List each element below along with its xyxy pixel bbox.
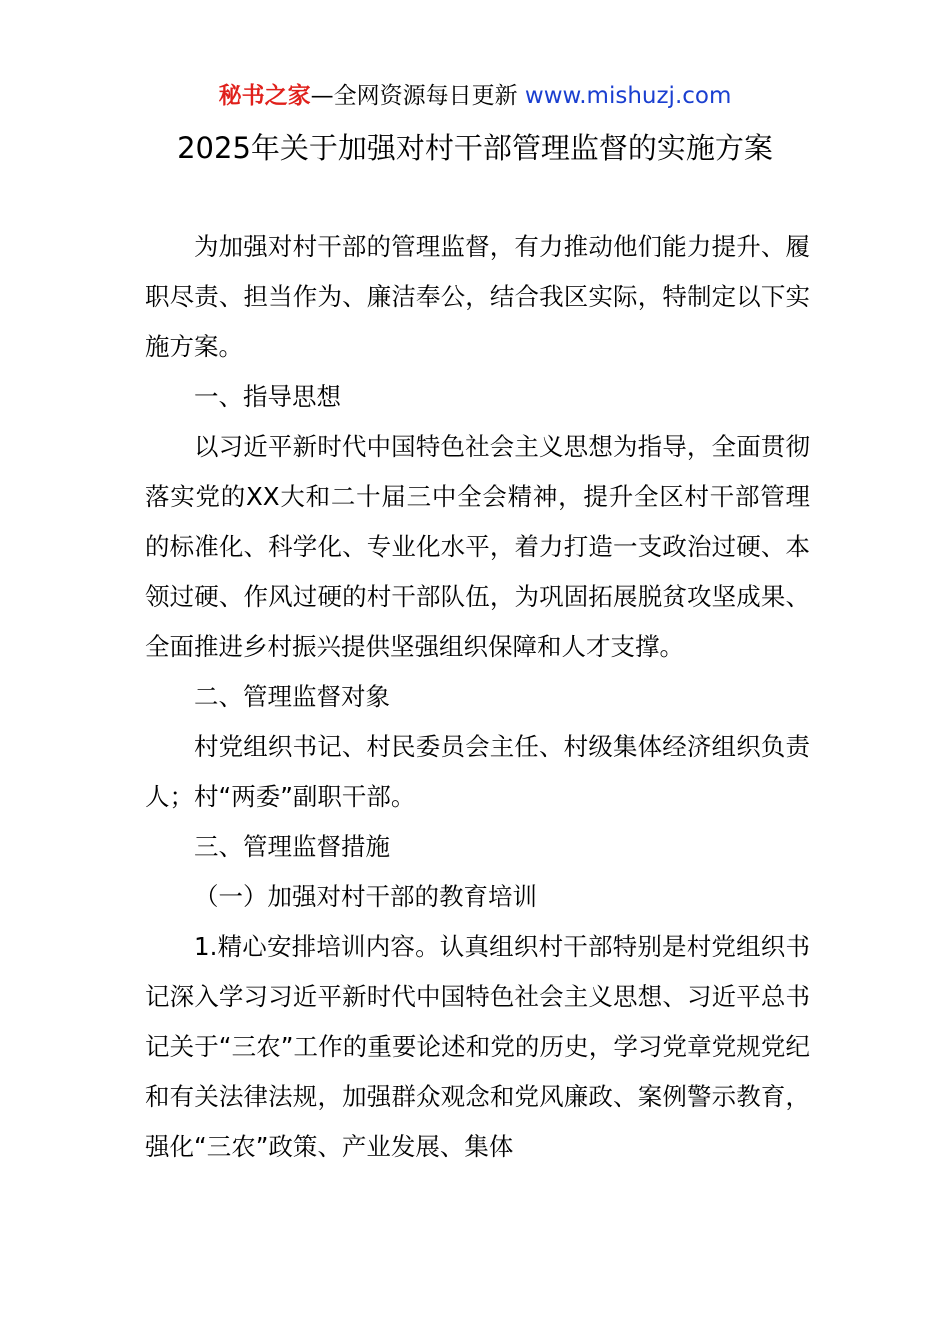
subsection-heading-education-training: （一）加强对村干部的教育培训 (194, 882, 537, 911)
brand-name: 秘书之家 (218, 83, 311, 109)
header-tagline: —全网资源每日更新 (310, 83, 525, 109)
training-content-paragraph: 1.精心安排培训内容。认真组织村干部特别是村党组织书记深入学习习近平新时代中国特色社会主义思想、习近平总书记关于“三农”工作的重要论述和党的历史，学习党章党规党纪和有关法律法规，加强群众观念和党风廉政、案例警示教育，强化“三农”政策、产业发展、集体 (145, 932, 810, 1161)
guiding-ideology-paragraph: 以习近平新时代中国特色社会主义思想为指导，全面贯彻落实党的XX大和二十届三中全会精神，提升全区村干部管理的标准化、科学化、专业化水平，着力打造一支政治过硬、本领过硬、作风过硬的村干部队伍，为巩固拓展脱贫攻坚成果、全面推进乡村振兴提供坚强组织保障和人才支撑。 (145, 432, 810, 661)
site-header (0, 80, 950, 112)
section-heading-supervision-measures: 三、管理监督措施 (194, 832, 390, 861)
document-body (145, 222, 810, 1172)
site-url-link[interactable]: www.mishuzj.com (524, 83, 732, 109)
intro-paragraph: 为加强对村干部的管理监督，有力推动他们能力提升、履职尽责、担当作为、廉洁奉公，结合我区实际，特制定以下实施方案。 (145, 232, 810, 361)
section-heading-supervision-targets: 二、管理监督对象 (194, 682, 390, 711)
supervision-targets-paragraph: 村党组织书记、村民委员会主任、村级集体经济组织负责人；村“两委”副职干部。 (145, 732, 810, 811)
document-title: 2025年关于加强对村干部管理监督的实施方案 (177, 131, 773, 165)
section-heading-guiding-ideology: 一、指导思想 (194, 382, 341, 411)
